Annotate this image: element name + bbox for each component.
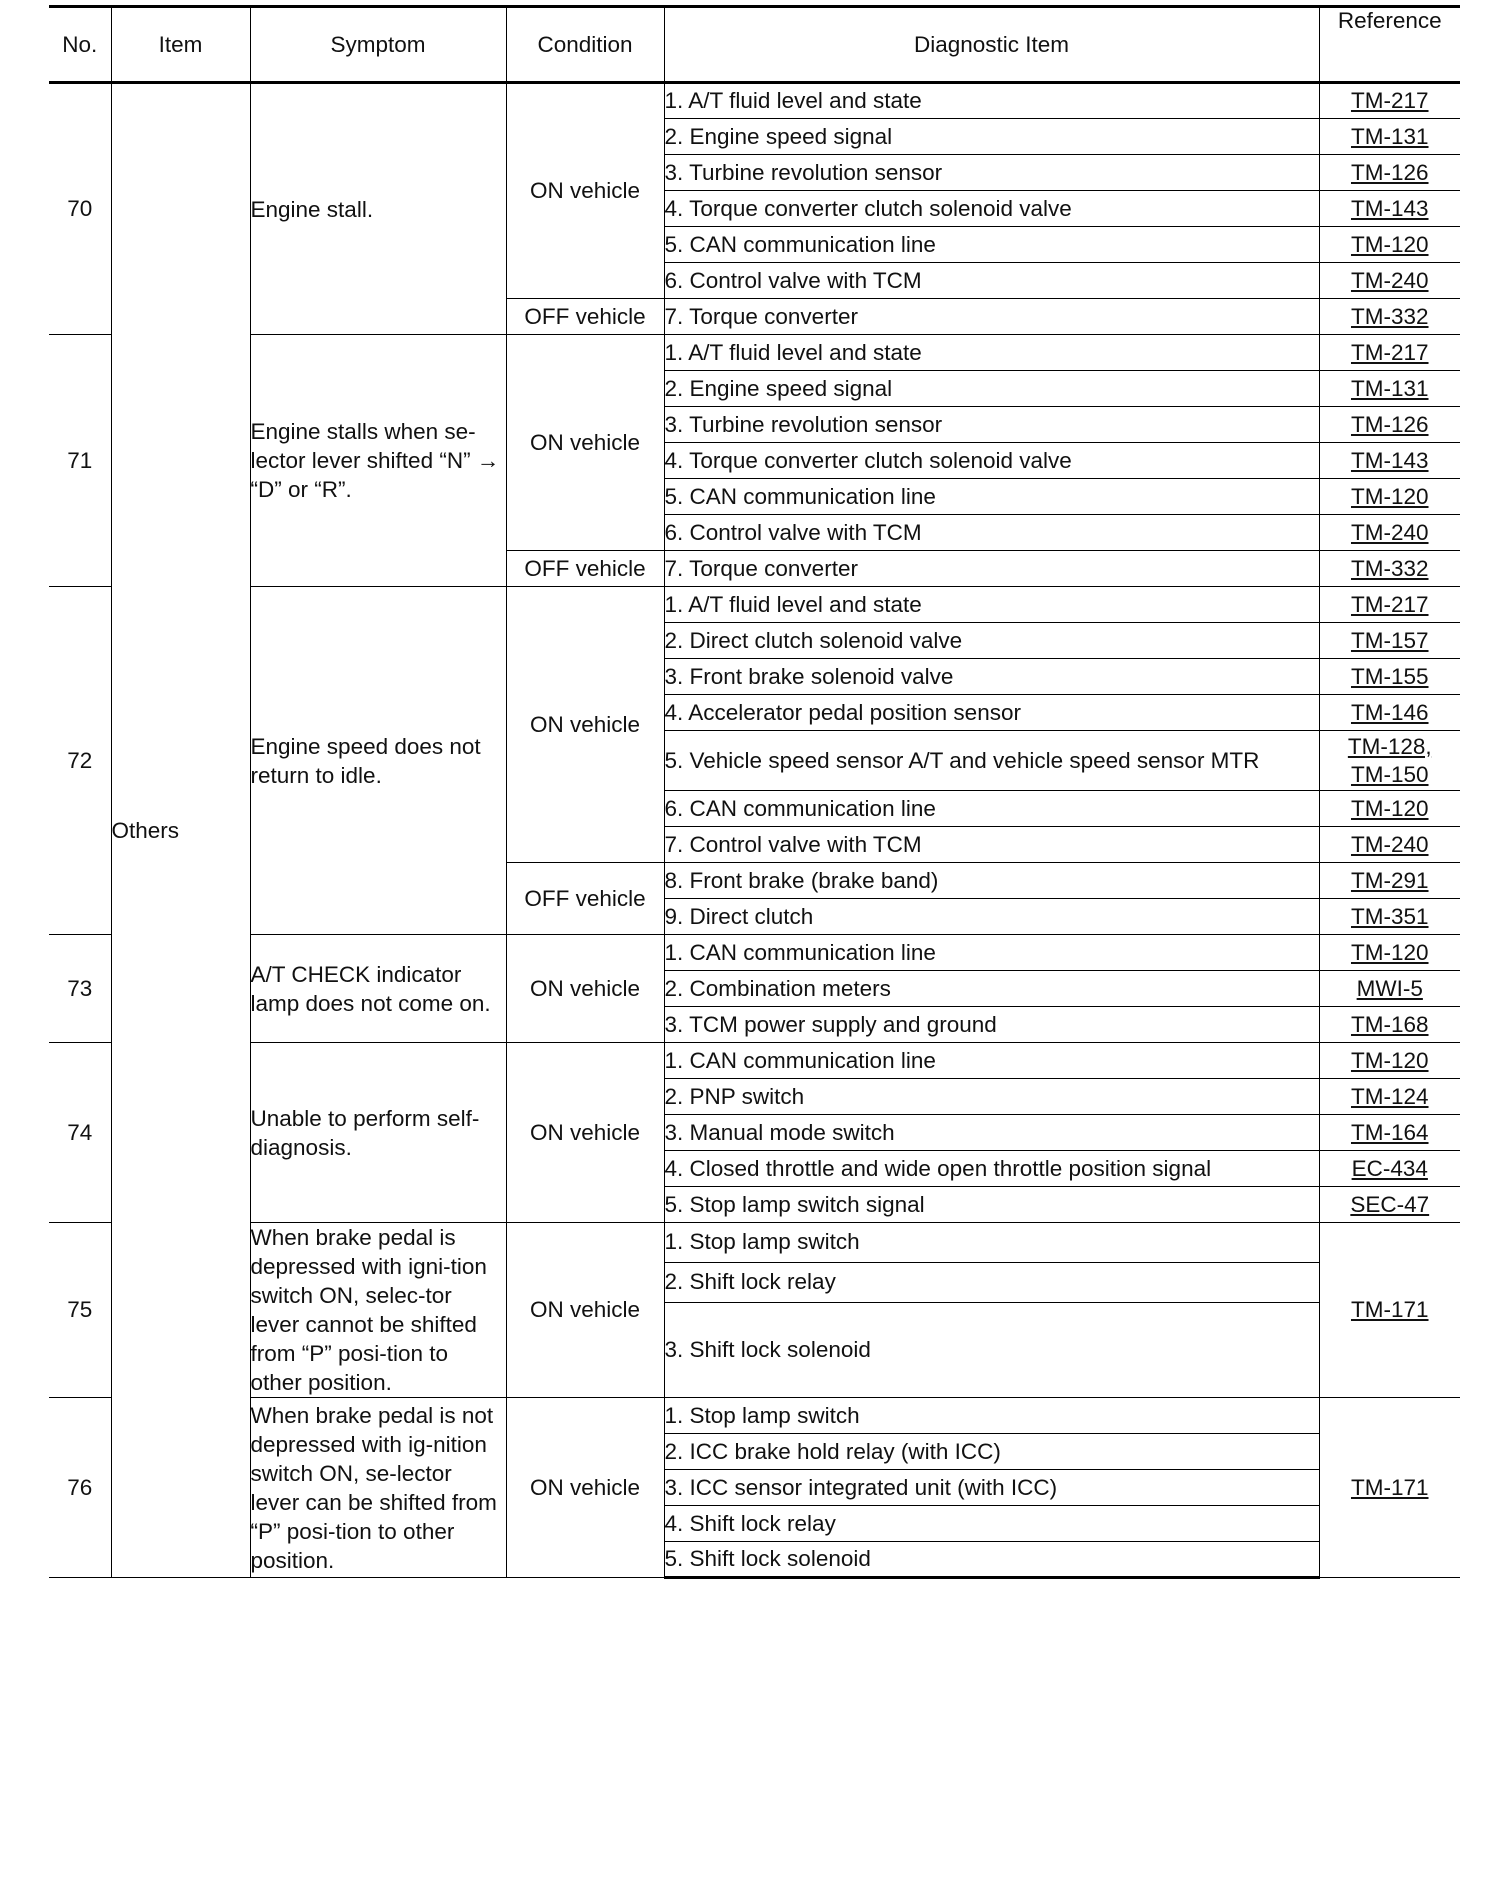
reference-cell: [1319, 155, 1460, 191]
symptom-cell: A/T CHECK indicator lamp does not come on.: [250, 935, 506, 1043]
diagnostic-item: 4. Torque converter clutch solenoid valve: [664, 191, 1319, 227]
reference-cell: [1319, 827, 1460, 863]
reference-cell: [1319, 1115, 1460, 1151]
condition-cell: OFF vehicle: [506, 863, 664, 935]
diagnostic-item: 7. Torque converter: [664, 551, 1319, 587]
reference-cell: [1319, 935, 1460, 971]
reference-link[interactable]: MWI-5: [1356, 975, 1423, 1001]
reference-cell: [1319, 659, 1460, 695]
diagnostic-item: 2. Combination meters: [664, 971, 1319, 1007]
table-row: [49, 935, 1460, 971]
reference-link[interactable]: TM-164: [1350, 1119, 1429, 1145]
diagnostic-item: 5. CAN communication line: [664, 227, 1319, 263]
diagnostic-item: 1. CAN communication line: [664, 935, 1319, 971]
reference-cell: [1319, 479, 1460, 515]
condition-cell: ON vehicle: [506, 1223, 664, 1398]
reference-link[interactable]: TM-150: [1350, 761, 1429, 787]
diagnostic-item: 2. Engine speed signal: [664, 371, 1319, 407]
diagnostic-item: 1. Stop lamp switch: [664, 1223, 1319, 1263]
diagnostic-item: 4. Shift lock relay: [664, 1506, 1319, 1542]
reference-link[interactable]: TM-131: [1350, 123, 1429, 149]
row-number: 71: [49, 335, 111, 587]
table-row: [49, 587, 1460, 623]
reference-cell: [1319, 335, 1460, 371]
reference-link[interactable]: TM-120: [1350, 231, 1429, 257]
header-no: No.: [49, 7, 111, 83]
reference-link[interactable]: TM-143: [1350, 195, 1429, 221]
symptom-cell: Engine speed does not return to idle.: [250, 587, 506, 935]
reference-link[interactable]: TM-126: [1350, 159, 1429, 185]
table-row: [49, 1398, 1460, 1434]
diagnostic-item: 2. ICC brake hold relay (with ICC): [664, 1434, 1319, 1470]
table-body: [49, 83, 1460, 1578]
diagnostic-item: 3. Manual mode switch: [664, 1115, 1319, 1151]
condition-cell: ON vehicle: [506, 935, 664, 1043]
symptom-cell: Engine stalls when se-lector lever shifted “N” → “D” or “R”.: [250, 335, 506, 587]
diagnostic-item: 4. Torque converter clutch solenoid valve: [664, 443, 1319, 479]
diagnostic-item: 4. Accelerator pedal position sensor: [664, 695, 1319, 731]
reference-cell: [1319, 407, 1460, 443]
reference-link[interactable]: TM-157: [1350, 627, 1429, 653]
reference-link[interactable]: EC-434: [1351, 1155, 1428, 1181]
reference-cell: [1319, 1151, 1460, 1187]
header-item: Item: [111, 7, 250, 83]
reference-link[interactable]: TM-171: [1350, 1297, 1429, 1322]
diagnostic-item: 6. Control valve with TCM: [664, 263, 1319, 299]
reference-link[interactable]: TM-146: [1350, 699, 1429, 725]
diagnostic-item: 1. CAN communication line: [664, 1043, 1319, 1079]
diagnostic-item: 9. Direct clutch: [664, 899, 1319, 935]
reference-cell: [1319, 899, 1460, 935]
reference-link[interactable]: TM-120: [1350, 939, 1429, 965]
symptom-cell: Unable to perform self-diagnosis.: [250, 1043, 506, 1223]
reference-cell: [1319, 587, 1460, 623]
reference-link[interactable]: TM-332: [1350, 303, 1429, 329]
header-symptom: Symptom: [250, 7, 506, 83]
reference-cell: [1319, 971, 1460, 1007]
symptom-cell: When brake pedal is not depressed with ig-nition switch ON, se-lector lever can be shifted from “P” posi-tion to other position.: [250, 1398, 506, 1578]
diagnostic-item: 3. Turbine revolution sensor: [664, 155, 1319, 191]
reference-cell: [1319, 1398, 1460, 1578]
diagnostic-item: 5. Vehicle speed sensor A/T and vehicle speed sensor MTR: [664, 731, 1319, 791]
diagnostic-item: 1. A/T fluid level and state: [664, 83, 1319, 119]
diagnostic-item: 7. Torque converter: [664, 299, 1319, 335]
reference-cell: [1319, 371, 1460, 407]
reference-cell: [1319, 227, 1460, 263]
header-condition: Condition: [506, 7, 664, 83]
row-number: 72: [49, 587, 111, 935]
reference-link[interactable]: TM-120: [1350, 795, 1429, 821]
reference-link[interactable]: TM-124: [1350, 1083, 1429, 1109]
reference-link[interactable]: TM-240: [1350, 519, 1429, 545]
diagnostic-item: 2. Engine speed signal: [664, 119, 1319, 155]
reference-link[interactable]: TM-120: [1350, 483, 1429, 509]
condition-cell: ON vehicle: [506, 1398, 664, 1578]
reference-cell: [1319, 443, 1460, 479]
reference-link[interactable]: TM-128,: [1347, 733, 1432, 759]
table-row: [49, 1043, 1460, 1079]
diagnostic-item: 5. CAN communication line: [664, 479, 1319, 515]
reference-link[interactable]: TM-291: [1350, 867, 1429, 893]
table-row: [49, 335, 1460, 371]
reference-cell: [1319, 119, 1460, 155]
diagnostic-table: [49, 5, 1460, 1579]
reference-link[interactable]: TM-120: [1350, 1047, 1429, 1073]
diagnostic-item: 1. Stop lamp switch: [664, 1398, 1319, 1434]
condition-cell: OFF vehicle: [506, 299, 664, 335]
row-number: 75: [49, 1223, 111, 1398]
reference-cell: [1319, 1187, 1460, 1223]
table-header-row: [49, 7, 1460, 83]
reference-cell: [1319, 1007, 1460, 1043]
diagnostic-item: 3. ICC sensor integrated unit (with ICC): [664, 1470, 1319, 1506]
item-cell: Others: [111, 83, 250, 1578]
reference-link[interactable]: TM-168: [1350, 1011, 1429, 1037]
condition-cell: ON vehicle: [506, 1043, 664, 1223]
reference-link[interactable]: TM-126: [1350, 411, 1429, 437]
row-number: 74: [49, 1043, 111, 1223]
diagnostic-item: 2. Shift lock relay: [664, 1262, 1319, 1302]
reference-cell: [1319, 1043, 1460, 1079]
table-row: [49, 1223, 1460, 1263]
condition-cell: OFF vehicle: [506, 551, 664, 587]
reference-link[interactable]: TM-351: [1350, 903, 1429, 929]
reference-link[interactable]: TM-143: [1350, 447, 1429, 473]
diagnostic-item: 7. Control valve with TCM: [664, 827, 1319, 863]
reference-cell: [1319, 863, 1460, 899]
header-reference: Reference: [1319, 7, 1460, 83]
row-number: 76: [49, 1398, 111, 1578]
reference-link[interactable]: TM-155: [1350, 663, 1429, 689]
diagnostic-item: 2. PNP switch: [664, 1079, 1319, 1115]
reference-link[interactable]: TM-171: [1350, 1474, 1429, 1500]
diagnostic-item: 2. Direct clutch solenoid valve: [664, 623, 1319, 659]
reference-cell: [1319, 731, 1460, 791]
reference-link[interactable]: SEC-47: [1350, 1191, 1430, 1217]
diagnostic-item: 3. Front brake solenoid valve: [664, 659, 1319, 695]
reference-cell: [1319, 191, 1460, 227]
reference-cell: [1319, 299, 1460, 335]
reference-link[interactable]: TM-240: [1350, 831, 1429, 857]
reference-cell: [1319, 515, 1460, 551]
reference-cell: [1319, 791, 1460, 827]
condition-cell: ON vehicle: [506, 335, 664, 551]
symptom-cell: Engine stall.: [250, 83, 506, 335]
symptom-cell: When brake pedal is depressed with igni-tion switch ON, selec-tor lever cannot be shifted from “P” posi-tion to other position.: [250, 1223, 506, 1398]
reference-cell: [1319, 623, 1460, 659]
diagnostic-item: 3. Shift lock solenoid: [664, 1302, 1319, 1397]
reference-link[interactable]: TM-131: [1350, 375, 1429, 401]
reference-cell: [1319, 695, 1460, 731]
diagnostic-item: 8. Front brake (brake band): [664, 863, 1319, 899]
reference-link[interactable]: TM-240: [1350, 267, 1429, 293]
condition-cell: ON vehicle: [506, 587, 664, 863]
diagnostic-item: 5. Stop lamp switch signal: [664, 1187, 1319, 1223]
diagnostic-item: 6. CAN communication line: [664, 791, 1319, 827]
reference-cell: [1319, 263, 1460, 299]
row-number: 70: [49, 83, 111, 335]
diagnostic-item: 4. Closed throttle and wide open throttle position signal: [664, 1151, 1319, 1187]
diagnostic-item: 1. A/T fluid level and state: [664, 587, 1319, 623]
header-diagnostic-item: Diagnostic Item: [664, 7, 1319, 83]
reference-cell: [1319, 1079, 1460, 1115]
reference-link[interactable]: TM-332: [1350, 555, 1429, 581]
diagnostic-item: 3. TCM power supply and ground: [664, 1007, 1319, 1043]
row-number: 73: [49, 935, 111, 1043]
diagnostic-item: 3. Turbine revolution sensor: [664, 407, 1319, 443]
diagnostic-item: 1. A/T fluid level and state: [664, 335, 1319, 371]
diagnostic-item: 5. Shift lock solenoid: [664, 1542, 1319, 1578]
reference-cell: [1319, 551, 1460, 587]
reference-cell: [1319, 83, 1460, 119]
diagnostic-item: 6. Control valve with TCM: [664, 515, 1319, 551]
reference-link[interactable]: TM-217: [1350, 339, 1429, 365]
reference-link[interactable]: TM-217: [1350, 591, 1429, 617]
reference-cell: [1319, 1223, 1460, 1398]
condition-cell: ON vehicle: [506, 83, 664, 299]
table-row: [49, 83, 1460, 119]
reference-link[interactable]: TM-217: [1350, 88, 1429, 113]
